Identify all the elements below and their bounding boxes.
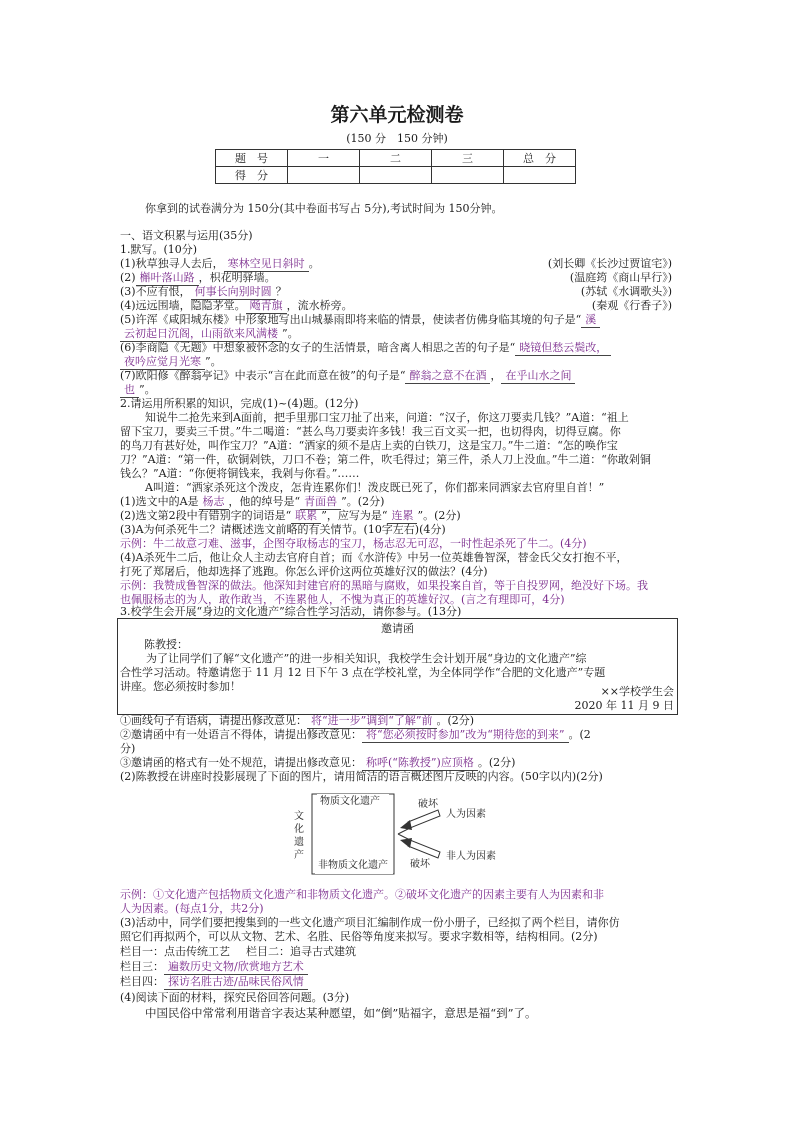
subquestion-4-cont: 打死了郑屠后，他却选择了逃跑。你怎么评价这两位英雄好汉的做法？(4分) — [120, 565, 488, 578]
answer-text: 也佩服杨志的为人，敢作敢当，不连累他人，不愧为真正的英雄好汉。(言之有理即可，4分) — [120, 593, 565, 606]
column-4: 栏目四： 探访名胜古迹/品味民俗风情 — [120, 975, 308, 990]
letter-greeting: 陈教授： — [144, 638, 188, 651]
passage-line: 刀？”A道：“第一件，砍铜剁铁，刀口不卷；第二件，吹毛得过；第三件，杀人刀上没血。”牛二道：“你敢剁铜 — [120, 453, 651, 466]
score-cell: 三 — [432, 150, 504, 167]
recite-line-1: (1)秋草独寻人去后， 寒林空见日斜时 。 — [120, 257, 320, 270]
answer-blank: 在乎山水之间 — [501, 369, 575, 384]
answer-blank: 将“进一步”调到“了解”前 — [307, 714, 437, 729]
source-citation: (刘长卿《长沙过贾谊宅》) — [547, 257, 672, 270]
answer-blank: 联累 — [291, 509, 321, 524]
subquestion-2: (2)选文第2段中有错别字的词语是“ 联累 ”，应写为是“ 连累 ”。(2分) — [120, 509, 461, 522]
page-title: 第六单元检测卷 — [330, 104, 464, 126]
recite-line-6: (6)李商隐《无题》中想象被怀念的女子的生活情景，暗含离人相思之苦的句子是“ 晓镜但愁云鬓改， — [120, 341, 611, 356]
diagram-arrow-bottom-label: 破坏 — [410, 859, 430, 870]
answer-blank: 夜吟应觉月光寒 — [120, 355, 205, 370]
letter-body-line: 为了让同学们了解“文化遗产”的进一步相关知识，我校学生会计划开展“身边的文化遗产”综 — [146, 652, 587, 665]
letter-q1: ①画线句子有语病，请提出修改意见： 将“进一步”调到“了解”前 。(2分) — [120, 714, 475, 727]
score-input-cell[interactable] — [432, 167, 504, 184]
score-cell: 题 号 — [216, 150, 288, 167]
material-text: 中国民俗中常常利用谐音字表达某种愿望，如“倒”贴福字，意思是福“到”了。 — [145, 1006, 537, 1020]
answer-blank: 醉翁之意不在酒 — [405, 369, 490, 384]
answer-blank: 也 — [120, 383, 139, 398]
answer-blank: 遍数历史文物/欣赏地方艺术 — [164, 960, 308, 975]
passage-line: 知说牛二抢先来到A面前，把手里那口宝刀扯了出来，问道：“汉子，你这刀要卖几钱？”A道：“祖上 — [145, 411, 629, 424]
arrow-top-head — [400, 820, 412, 830]
passage-line: 的鸟刀有甚好处，叫作宝刀？”A道：“洒家的须不是店上卖的白铁刀，这是宝刀。”牛二道：“怎的唤作宝 — [120, 439, 618, 452]
answer-blank: 溪 — [581, 313, 600, 328]
intro-text: 你拿到的试卷满分为 150分(其中卷面书写占 5分),考试时间为 150分钟。 — [145, 202, 503, 215]
recite-line-2: (2) 槲叶落山路 ，枳花明驿墙。 — [120, 271, 276, 284]
column-3: 栏目三： 遍数历史文物/欣赏地方艺术 — [120, 960, 308, 975]
diagram-top-box: 物质文化遗产 — [320, 796, 380, 807]
passage-line: A叫道：“洒家杀死这个泼皮，怎肯连累你们！泼皮既已死了，你们都来同洒家去官府里自首！” — [145, 481, 605, 494]
score-cell: 总 分 — [504, 150, 576, 167]
answer-blank: 何事长向别时圆 — [191, 285, 276, 300]
source-citation: (温庭筠《商山早行》) — [569, 271, 672, 284]
subquestion-3-3-cont: 照它们再拟两个，可以从文物、艺术、名胜、民俗等角度来拟写。要求字数相等，结构相同。(2分) — [120, 930, 598, 943]
answer-blank: 晓镜但愁云鬓改， — [515, 341, 611, 356]
subquestion-3-3: (3)活动中，同学们要把搜集到的一些文化遗产项目汇编制作成一份小册子，已经拟了两个栏目，请你仿 — [120, 916, 620, 929]
answer-blank: 称呼(“陈教授”)应顶格 — [362, 756, 478, 771]
letter-q3: ③邀请函的格式有一处不规范，请提出修改意见： 称呼(“陈教授”)应顶格 。(2分) — [120, 756, 516, 769]
answer-blank: 槲叶落山路 — [136, 271, 199, 286]
arrow-bottom-shape — [408, 840, 440, 858]
score-cell: 一 — [288, 150, 360, 167]
subquestion-3: (3)A为何杀死牛二？请概述选文前略的有关情节。(10字左右)(4分) — [120, 523, 446, 536]
subquestion-3-2: (2)陈教授在讲座时投影展现了下面的图片，请用简洁的语言概述图片反映的内容。(50字以内)(2分) — [120, 770, 603, 783]
letter-date: 2020 年 11 月 9 日 — [574, 699, 674, 712]
letter-q2: ②邀请函中有一处语言不得体，请提出修改意见： 将“您必须按时参加”改为“期待您的到来” 。(2 — [120, 728, 591, 741]
score-table-score-row — [216, 167, 576, 184]
answer-blank: 连累 — [387, 509, 417, 524]
subquestion-3-4: (4)阅读下面的材料，探究民俗回答问题。(3分) — [120, 991, 350, 1004]
section-heading: 一、语文积累与运用(35分) — [120, 229, 253, 242]
answer-text: 示例：我赞成鲁智深的做法。他深知封建官府的黑暗与腐败，如果投案自首，等于自投罗网，绝没好下场。我 — [120, 579, 648, 592]
answer-blank: 寒林空见日斜时 — [224, 257, 309, 272]
source-citation: (苏轼《水调歌头》) — [580, 285, 672, 298]
source-citation: (秦观《行香子》) — [591, 299, 672, 312]
heritage-diagram — [290, 792, 520, 885]
answer-blank: 云初起日沉阁，山雨欲来风满楼 — [120, 327, 282, 342]
recite-line-4: (4)远远围墙，隐隐茅堂。 飏青旗 ，流水桥旁。 — [120, 299, 353, 312]
score-cell: 得 分 — [216, 167, 288, 184]
answer-blank: 探访名胜古迹/品味民俗风情 — [164, 975, 308, 990]
letter-body-line: 合性学习活动。特邀请您于 11 月 12 日下午 3 点在学校礼堂，为全体同学作“合肥的文化遗产”专题 — [120, 666, 606, 679]
letter-signature: ××学校学生会 — [600, 685, 674, 698]
recite-line-5-cont: 云初起日沉阁，山雨欲来风满楼 ”。 — [120, 327, 299, 342]
passage-line: 留下宝刀，要卖三千贯。”牛二喝道：“甚么鸟刀要卖许多钱！我三百文买一把，也切得肉，切得豆腐。你 — [120, 425, 621, 438]
answer-text: 示例：①文化遗产包括物质文化遗产和非物质文化遗产。②破坏文化遗产的因素主要有人为因素和非 — [120, 888, 604, 901]
arrow-bottom-head — [400, 838, 412, 848]
passage-line: 钱么？”A道：“你便将铜钱来，我剁与你看。”…… — [120, 467, 360, 480]
diagram-bottom-box: 非物质文化遗产 — [318, 860, 388, 871]
answer-blank: 将“您必须按时参加”改为“期待您的到来” — [362, 728, 569, 743]
question-3: 3.校学生会开展“身边的文化遗产”综合性学习活动，请你参与。(13分) — [120, 605, 462, 618]
arrow-top-shape — [408, 810, 440, 828]
score-table — [215, 149, 576, 184]
score-table-header-row — [216, 150, 576, 167]
score-input-cell[interactable] — [504, 167, 576, 184]
answer-blank: 飏青旗 — [246, 299, 287, 314]
subquestion-1: (1)选文中的A是 杨志 ，他的绰号是“ 青面兽 ”。(2分) — [120, 495, 385, 508]
diagram-human-factor: 人为因素 — [446, 809, 486, 820]
letter-title: 邀请函 — [381, 622, 414, 635]
question-1: 1.默写。(10分) — [120, 243, 198, 256]
recite-line-7-cont: 也 ”。 — [120, 383, 156, 398]
recite-line-5: (5)许浑《咸阳城东楼》中形象地写出山城暴雨即将来临的情景，使读者仿佛身临其境的句子是“ 溪 — [120, 313, 600, 328]
column-2: 栏目二：追寻古式建筑 — [246, 945, 356, 958]
diagram-left-label: 文化遗产 — [294, 811, 304, 861]
subquestion-4: (4)A杀死牛二后，他让众人主动去官府自首；而《水浒传》中另一位英雄鲁智深，替金氏父女打抱不平， — [120, 551, 628, 564]
score-input-cell[interactable] — [288, 167, 360, 184]
score-cell: 二 — [360, 150, 432, 167]
diagram-arrow-top-label: 破坏 — [418, 799, 438, 810]
page-subtitle: (150 分 150 分钟) — [346, 132, 448, 145]
answer-blank: 青面兽 — [300, 495, 341, 510]
score-input-cell[interactable] — [360, 167, 432, 184]
answer-blank: 杨志 — [199, 495, 229, 510]
column-1: 栏目一：点击传统工艺 — [120, 945, 230, 958]
letter-q2-cont: 分) — [120, 742, 136, 755]
recite-line-6-cont: 夜吟应觉月光寒 ”。 — [120, 355, 222, 370]
answer-text: 示例：牛二故意刁难、滋事，企图夺取杨志的宝刀，杨志忍无可忍，一时性起杀死了牛二。(4分) — [120, 537, 587, 550]
answer-text: 人为因素。(每点1分，共2分) — [120, 902, 264, 915]
recite-line-7: (7)欧阳修《醉翁亭记》中表示“言在此而意在彼”的句子是“ 醉翁之意不在酒 ， 在乎山水之间 — [120, 369, 575, 384]
invitation-letter — [117, 618, 678, 715]
letter-body-line: 讲座。您必须按时参加！ — [120, 680, 241, 693]
recite-line-3: (3)不应有恨， 何事长向别时圆 ？ — [120, 285, 287, 298]
diagram-nonhuman-factor: 非人为因素 — [446, 851, 496, 862]
question-2: 2.请运用所积累的知识，完成(1)~(4)题。(12分) — [120, 397, 359, 410]
